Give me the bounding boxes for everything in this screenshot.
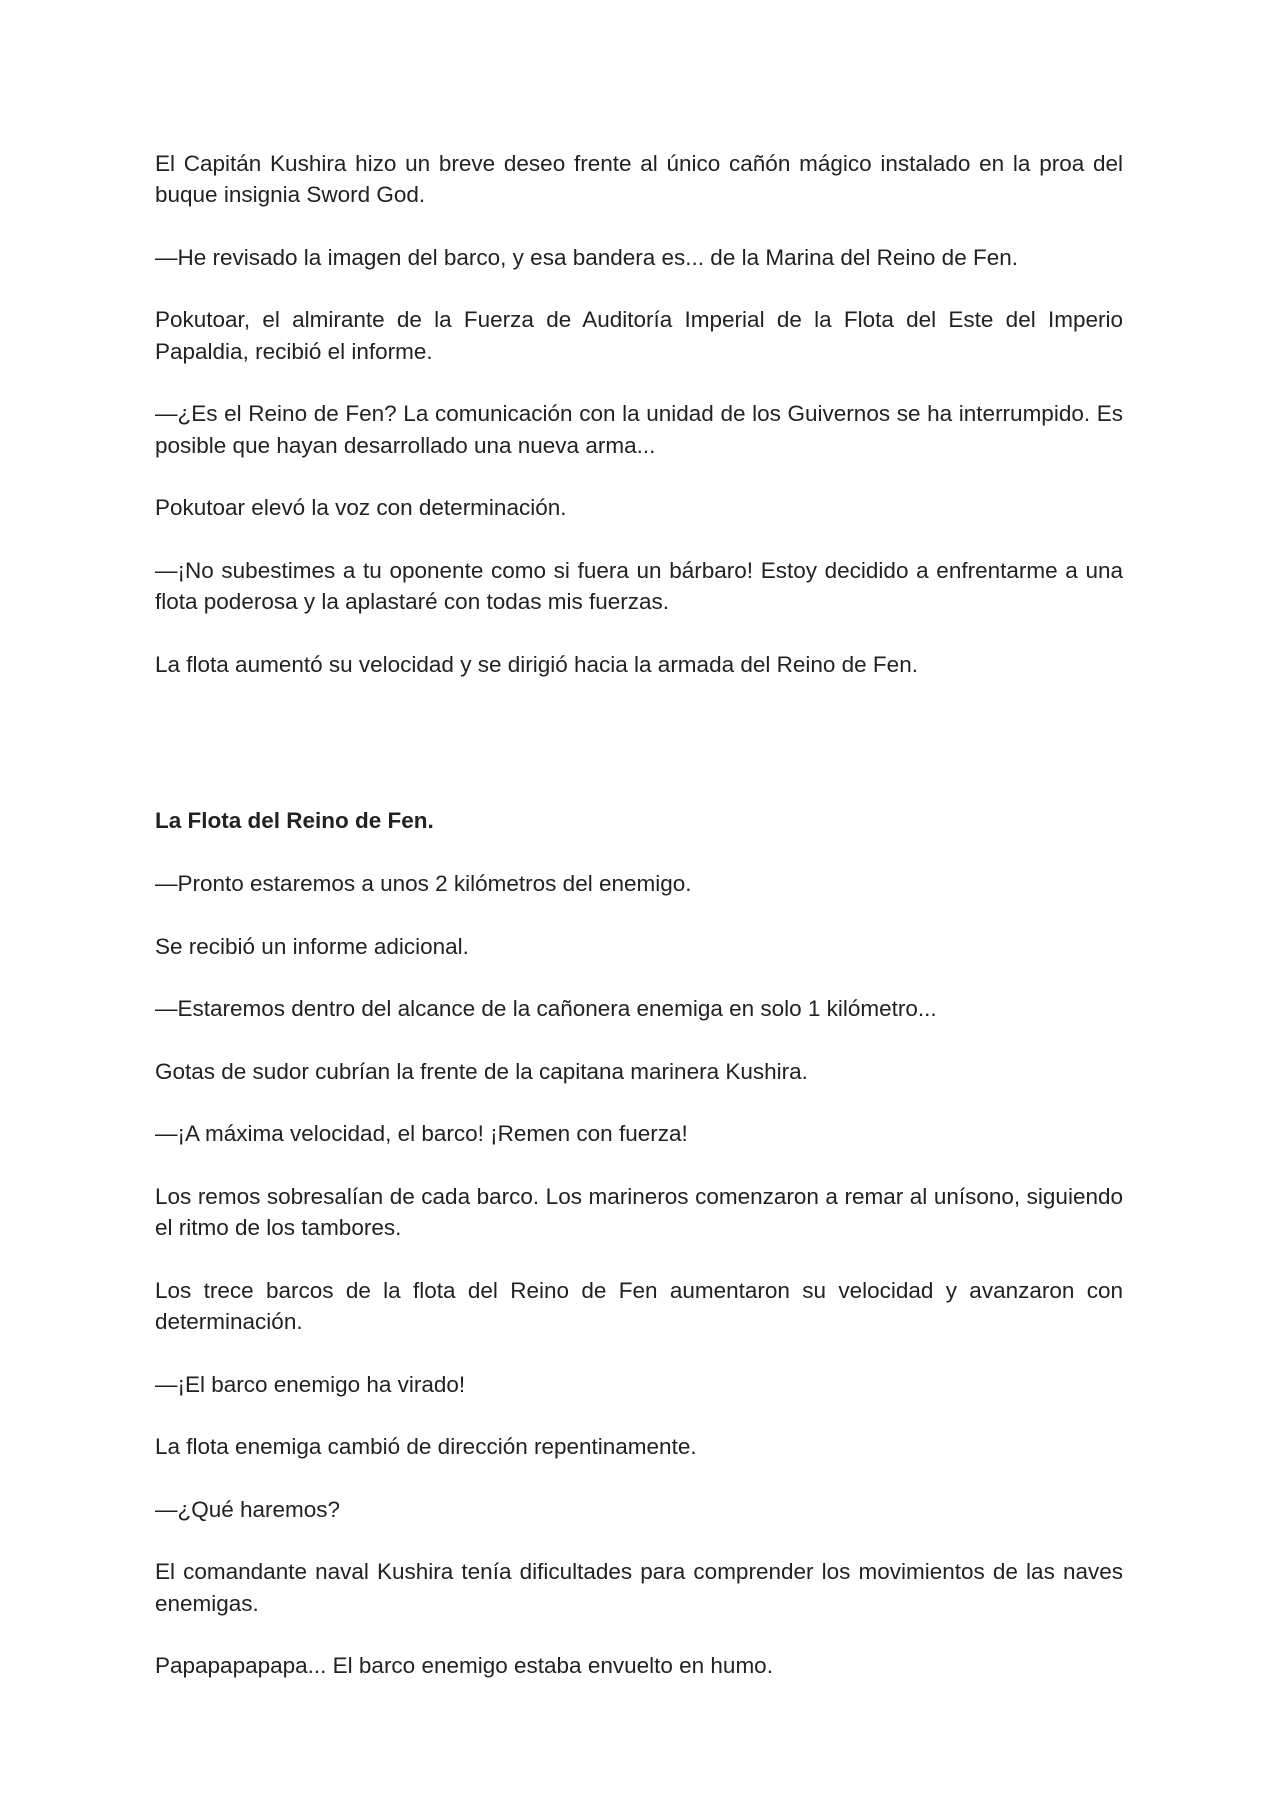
paragraph: El comandante naval Kushira tenía dificultades para comprender los movimientos de las naves enemigas.	[155, 1559, 1123, 1616]
paragraph: —¿Qué haremos?	[155, 1496, 341, 1522]
paragraph: —¡El barco enemigo ha virado!	[155, 1371, 466, 1397]
paragraph: —He revisado la imagen del barco, y esa bandera es... de la Marina del Reino de Fen.	[155, 244, 1018, 270]
paragraph: Gotas de sudor cubrían la frente de la capitana marinera Kushira.	[155, 1058, 808, 1084]
paragraph: —¡A máxima velocidad, el barco! ¡Remen con fuerza!	[155, 1121, 688, 1147]
paragraph: La flota aumentó su velocidad y se dirigió hacia la armada del Reino de Fen.	[155, 651, 918, 677]
paragraph: La flota enemiga cambió de dirección repentinamente.	[155, 1434, 697, 1460]
paragraph: Pokutoar, el almirante de la Fuerza de Auditoría Imperial de la Flota del Este del Imperio Papaldia, recibió el informe.	[155, 307, 1123, 364]
section-heading: La Flota del Reino de Fen.	[155, 808, 434, 834]
section-1	[155, 148, 1123, 680]
paragraph: —Pronto estaremos a unos 2 kilómetros del enemigo.	[155, 870, 692, 896]
section-2	[155, 805, 1123, 1681]
paragraph: —Estaremos dentro del alcance de la cañonera enemiga en solo 1 kilómetro...	[155, 996, 937, 1022]
paragraph: Se recibió un informe adicional.	[155, 933, 469, 959]
document-page	[155, 148, 1123, 1713]
paragraph: Los remos sobresalían de cada barco. Los marineros comenzaron a remar al unísono, siguiendo el ritmo de los tambores.	[155, 1183, 1123, 1241]
section-spacer	[155, 711, 1123, 805]
paragraph: Los trece barcos de la flota del Reino de Fen aumentaron su velocidad y avanzaron con determinación.	[155, 1277, 1123, 1335]
paragraph: —¡No subestimes a tu oponente como si fuera un bárbaro! Estoy decidido a enfrentarme a una flota poderosa y la aplastaré con todas mis fuerzas.	[155, 557, 1123, 615]
paragraph: El Capitán Kushira hizo un breve deseo frente al único cañón mágico instalado en la proa del buque insignia Sword God.	[155, 151, 1123, 208]
paragraph: Pokutoar elevó la voz con determinación.	[155, 495, 567, 521]
paragraph: —¿Es el Reino de Fen? La comunicación con la unidad de los Guivernos se ha interrumpido. Es posible que hayan desarrollado una nueva arma...	[155, 401, 1123, 458]
paragraph: Papapapapapa... El barco enemigo estaba envuelto en humo.	[155, 1653, 773, 1679]
